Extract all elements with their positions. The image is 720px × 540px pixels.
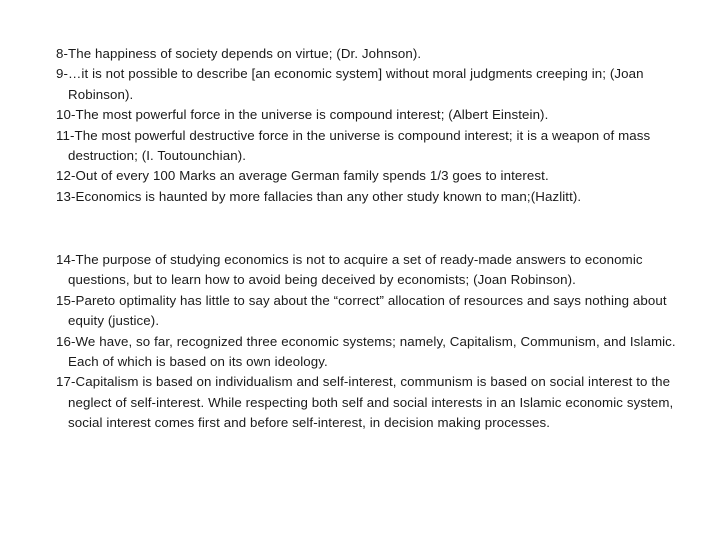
quote-item-15: 15-Pareto optimality has little to say about the “correct” allocation of resources and says nothing about equity (justice). bbox=[56, 292, 667, 329]
quote-item-8: 8-The happiness of society depends on virtue; (Dr. Johnson). bbox=[56, 46, 422, 61]
quote-item-17: 17-Capitalism is based on individualism and self-interest, communism is based on social interest to the neglect of self-interest. While respecting both self and social interests in an Islamic economic system, social interest comes first and before self-interest, in decision making processes. bbox=[56, 374, 674, 431]
quote-item-13: 13-Economics is haunted by more fallacies than any other study known to man;(Hazlitt). bbox=[56, 188, 582, 204]
quote-item-12: 12-Out of every 100 Marks an average German family spends 1/3 goes to interest. bbox=[56, 168, 549, 184]
quote-item-9: 9-…it is not possible to describe [an economic system] without moral judgments creeping in; (Joan Robinson). bbox=[56, 66, 644, 102]
quote-item-14: 14-The purpose of studying economics is not to acquire a set of ready-made answers to economic questions, but to learn how to avoid being deceived by economists; (Joan Robinson). bbox=[56, 252, 643, 288]
quote-item-11: 11-The most powerful destructive force in the universe is compound interest; it is a weapon of mass destruction; (I. Toutounchian). bbox=[56, 127, 651, 164]
quote-item-10: 10-The most powerful force in the universe is compound interest; (Albert Einstein). bbox=[56, 107, 549, 123]
quote-item-16: 16-We have, so far, recognized three economic systems; namely, Capitalism, Communism, and Islamic. Each of which is based on its own ideology. bbox=[56, 333, 676, 370]
quotes-list-1 bbox=[56, 44, 676, 207]
quotes-list-2 bbox=[56, 250, 676, 434]
